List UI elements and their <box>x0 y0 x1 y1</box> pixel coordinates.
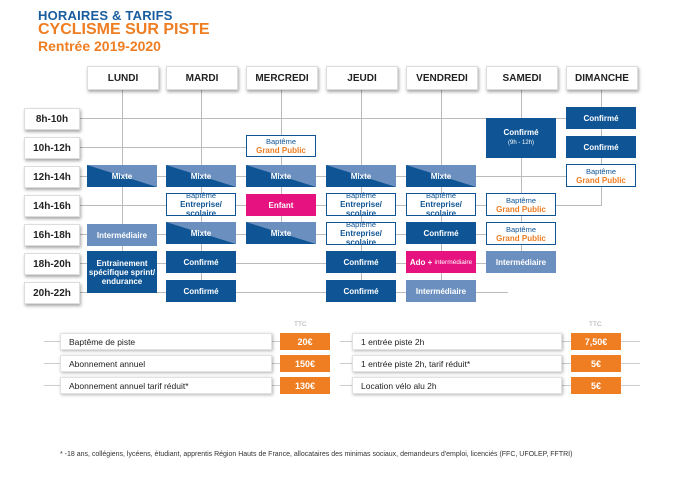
session-intermediaire: Intermédiaire <box>486 251 556 273</box>
session-bapteme-label: Baptême <box>505 224 537 234</box>
session-scolaire-label: scolaire <box>185 209 217 218</box>
session-ado-label: Ado + <box>409 257 435 267</box>
session-mixte: Mixte <box>246 222 316 244</box>
session-bapteme-grand-public <box>486 193 556 216</box>
session-grand-public-label: Grand Public <box>496 204 546 214</box>
time-slot-14-16: 14h-16h <box>24 195 80 217</box>
price-value: 130€ <box>280 377 330 394</box>
session-grand-public-label: Grand Public <box>256 146 306 155</box>
time-slot-18-20: 18h-20h <box>24 253 80 275</box>
price-value: 5€ <box>571 377 621 394</box>
session-bapteme-grand-public <box>566 164 636 187</box>
session-mixte: Mixte <box>406 165 476 187</box>
grid-line <box>521 88 522 273</box>
session-entreprise-label: Entreprise/ <box>340 200 382 209</box>
day-header-samedi: SAMEDI <box>486 66 558 90</box>
session-bapteme-label: Baptême <box>585 166 617 176</box>
price-label: Abonnement annuel tarif réduit* <box>60 377 272 394</box>
title-line-1: HORAIRES & TARIFS <box>38 8 173 23</box>
session-scolaire-label: scolaire <box>425 209 457 218</box>
title-line-2: CYCLISME SUR PISTE <box>38 21 210 38</box>
price-label: Baptême de piste <box>60 333 272 350</box>
day-header-jeudi: JEUDI <box>326 66 398 90</box>
session-confirme: Confirmé <box>406 222 476 244</box>
session-bapteme-label: Baptême <box>345 191 377 200</box>
session-bapteme-grand-public <box>486 222 556 245</box>
time-slot-16-18: 16h-18h <box>24 224 80 246</box>
session-bapteme-entreprise <box>166 193 236 216</box>
grid-line <box>78 147 248 148</box>
price-label: Abonnement annuel <box>60 355 272 372</box>
price-label: 1 entrée piste 2h <box>352 333 562 350</box>
day-header-vendredi: VENDREDI <box>406 66 478 90</box>
session-grand-public-label: Grand Public <box>576 175 626 185</box>
day-header-lundi: LUNDI <box>87 66 159 90</box>
session-intermediaire: Intermédiaire <box>406 280 476 302</box>
session-mixte: Mixte <box>166 165 236 187</box>
price-label: Location vélo alu 2h <box>352 377 562 394</box>
price-value: 150€ <box>280 355 330 372</box>
time-slot-10-12: 10h-12h <box>24 137 80 159</box>
session-confirme: Confirmé <box>326 280 396 302</box>
session-mixte: Mixte <box>246 165 316 187</box>
session-ado-intermediaire <box>406 251 476 273</box>
ttc-label: TTC <box>294 321 307 328</box>
session-confirme: Confirmé <box>326 251 396 273</box>
price-value: 7,50€ <box>571 333 621 350</box>
price-value: 5€ <box>571 355 621 372</box>
price-label: 1 entrée piste 2h, tarif réduit* <box>352 355 562 372</box>
day-header-mercredi: MERCREDI <box>246 66 318 90</box>
session-confirme: Confirmé <box>166 280 236 302</box>
title-line-3: Rentrée 2019-2020 <box>38 38 161 54</box>
session-scolaire-label: scolaire <box>345 209 377 218</box>
price-value: 20€ <box>280 333 330 350</box>
session-entrainement: Entrainement spécifique sprint/ endurance <box>87 251 157 293</box>
session-confirme: Confirmé <box>166 251 236 273</box>
session-bapteme-label: Baptême <box>265 137 297 146</box>
session-enfant: Enfant <box>246 194 316 216</box>
session-mixte: Mixte <box>166 222 236 244</box>
time-slot-20-22: 20h-22h <box>24 282 80 304</box>
day-header-mardi: MARDI <box>166 66 238 90</box>
session-hours-label: (9h - 12h) <box>507 140 534 146</box>
session-entreprise-label: Entreprise/ <box>420 200 462 209</box>
session-confirme: Confirmé <box>566 136 636 158</box>
session-bapteme-label: Baptême <box>425 191 457 200</box>
session-bapteme-entreprise <box>326 193 396 216</box>
session-grand-public-label: Grand Public <box>496 233 546 243</box>
footnote: * -18 ans, collégiens, lycéens, étudiant, apprentis Région Hauts de France, allocataires des minimas sociaux, demandeurs d'emploi, licenciés (FFC, UFOLEP, FFTRI) <box>60 451 573 458</box>
session-entreprise-label: Entreprise/ <box>340 229 382 238</box>
session-bapteme-grand-public <box>246 135 316 157</box>
session-bapteme-label: Baptême <box>185 191 217 200</box>
session-confirme: Confirmé <box>566 107 636 129</box>
session-mixte: Mixte <box>87 165 157 187</box>
day-header-dimanche: DIMANCHE <box>566 66 638 90</box>
session-intermediaire: Intermédiaire <box>87 224 157 246</box>
session-confirme-label: Confirmé <box>503 128 539 137</box>
session-bapteme-label: Baptême <box>505 195 537 205</box>
session-confirme-samedi <box>486 118 556 158</box>
session-scolaire-label: scolaire <box>345 238 377 247</box>
session-bapteme-entreprise <box>406 193 476 216</box>
time-slot-12-14: 12h-14h <box>24 166 80 188</box>
ttc-label: TTC <box>589 321 602 328</box>
session-ado-intermediaire-label: intermédiaire <box>434 258 473 266</box>
session-entreprise-label: Entreprise/ <box>180 200 222 209</box>
session-bapteme-entreprise <box>326 222 396 245</box>
session-bapteme-label: Baptême <box>345 220 377 229</box>
time-slot-8-10: 8h-10h <box>24 108 80 130</box>
session-mixte: Mixte <box>326 165 396 187</box>
